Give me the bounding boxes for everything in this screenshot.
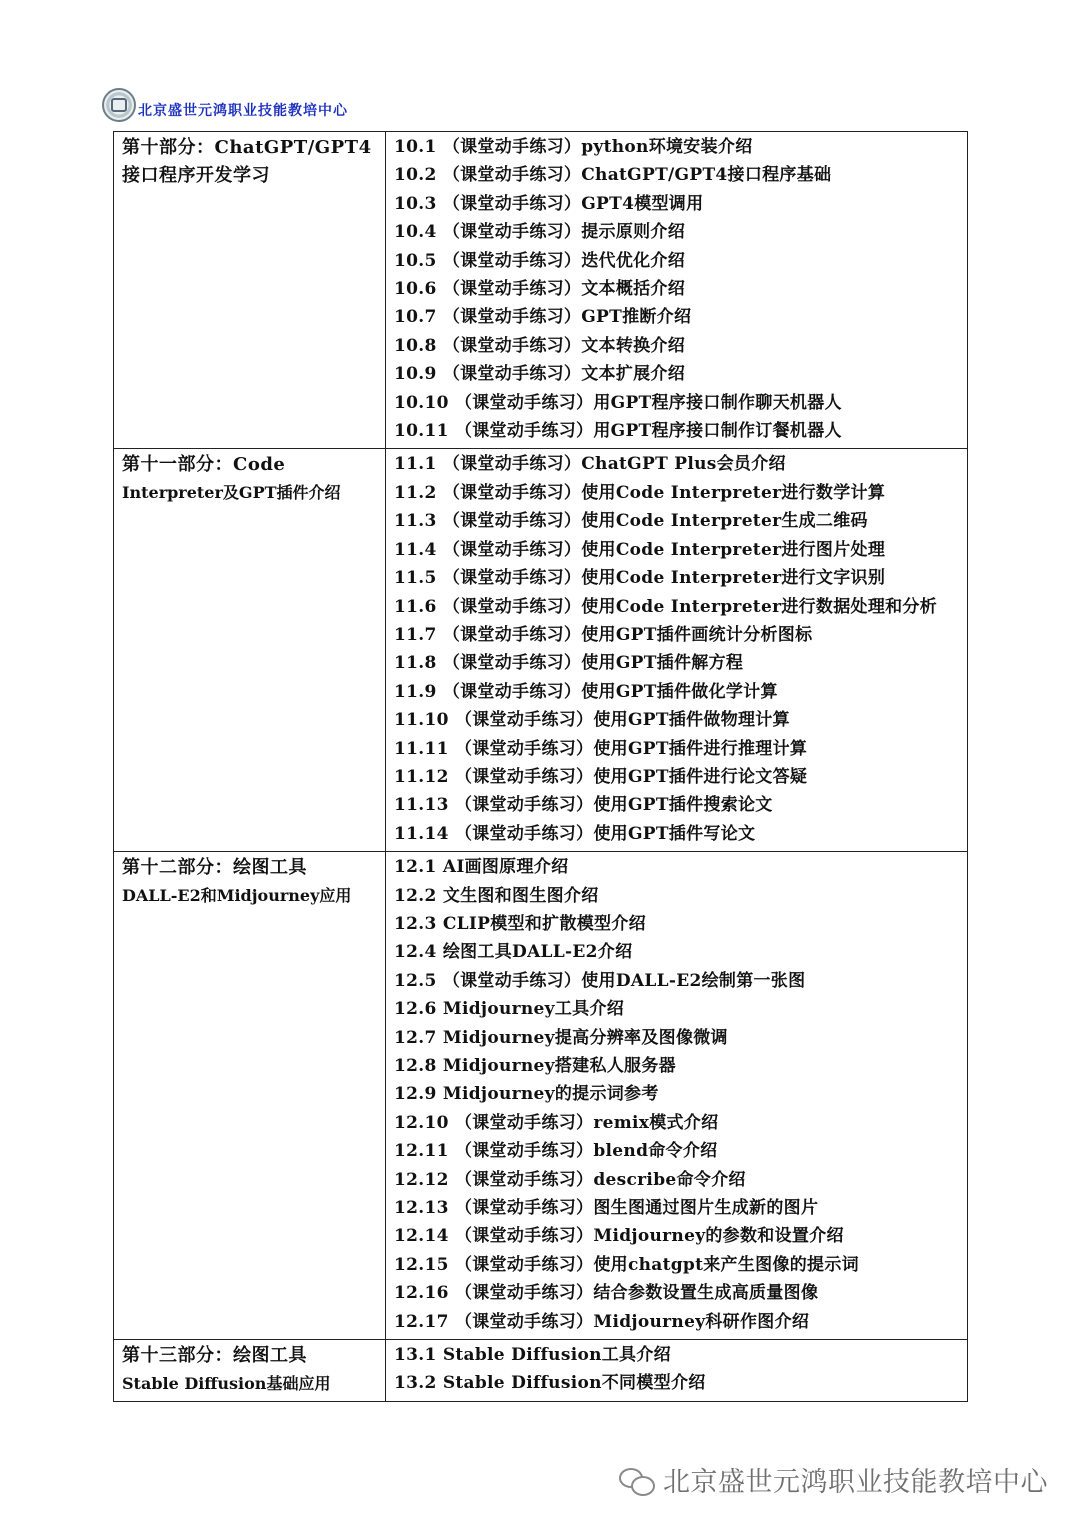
organization-seal-icon	[102, 88, 136, 122]
lesson-item: 10.11 （课堂动手练习）用GPT程序接口制作订餐机器人	[394, 421, 842, 442]
wechat-icon	[617, 1464, 657, 1496]
lesson-item: 10.2 （课堂动手练习）ChatGPT/GPT4接口程序基础	[394, 165, 832, 186]
lesson-item: 12.3 CLIP模型和扩散模型介绍	[394, 913, 646, 934]
section-row	[114, 1340, 968, 1402]
lesson-item: 11.4 （课堂动手练习）使用Code Interpreter进行图片处理	[394, 539, 886, 560]
lesson-item: 10.5 （课堂动手练习）迭代优化介绍	[394, 250, 686, 271]
lesson-item: 11.12 （课堂动手练习）使用GPT插件进行论文答疑	[394, 766, 808, 787]
section-title-cell	[114, 449, 386, 852]
section-title: 第十二部分：绘图工具	[122, 857, 307, 879]
lesson-item: 11.11 （课堂动手练习）使用GPT插件进行推理计算	[394, 738, 808, 759]
section-title-cell	[114, 852, 386, 1340]
lesson-item: 10.3 （课堂动手练习）GPT4模型调用	[394, 193, 704, 214]
lesson-item: 12.2 文生图和图生图介绍	[394, 885, 599, 906]
lesson-item: 11.2 （课堂动手练习）使用Code Interpreter进行数学计算	[394, 482, 886, 503]
section-row	[114, 449, 968, 852]
lesson-item: 12.14 （课堂动手练习）Midjourney的参数和设置介绍	[394, 1226, 844, 1247]
section-items-cell	[386, 132, 968, 449]
lesson-item: 12.10 （课堂动手练习）remix模式介绍	[394, 1112, 719, 1133]
lesson-item: 11.8 （课堂动手练习）使用GPT插件解方程	[394, 653, 744, 674]
section-items-cell	[386, 1340, 968, 1402]
lesson-item: 10.6 （课堂动手练习）文本概括介绍	[394, 279, 686, 300]
lesson-item: 12.13 （课堂动手练习）图生图通过图片生成新的图片	[394, 1198, 819, 1219]
lesson-item: 10.8 （课堂动手练习）文本转换介绍	[394, 335, 686, 356]
section-title: 第十三部分：绘图工具	[122, 1345, 307, 1367]
section-title-cell	[114, 1340, 386, 1402]
section-row	[114, 132, 968, 449]
lesson-item: 10.10 （课堂动手练习）用GPT程序接口制作聊天机器人	[394, 392, 842, 413]
footer-text: 北京盛世元鸿职业技能教培中心	[663, 1467, 1048, 1498]
lesson-item: 10.9 （课堂动手练习）文本扩展介绍	[394, 364, 686, 385]
lesson-item: 12.6 Midjourney工具介绍	[394, 999, 625, 1020]
lesson-item: 12.5 （课堂动手练习）使用DALL-E2绘制第一张图	[394, 970, 806, 991]
lesson-item: 11.9 （课堂动手练习）使用GPT插件做化学计算	[394, 681, 778, 702]
lesson-item: 10.4 （课堂动手练习）提示原则介绍	[394, 222, 686, 243]
document-header	[102, 82, 348, 122]
lesson-item: 12.1 AI画图原理介绍	[394, 857, 569, 878]
section-subtitle: Stable Diffusion基础应用	[122, 1374, 331, 1394]
lesson-item: 12.9 Midjourney的提示词参考	[394, 1084, 659, 1105]
section-row	[114, 852, 968, 1340]
lesson-item: 13.1 Stable Diffusion工具介绍	[394, 1345, 671, 1366]
lesson-item: 11.10 （课堂动手练习）使用GPT插件做物理计算	[394, 710, 790, 731]
lesson-item: 12.15 （课堂动手练习）使用chatgpt来产生图像的提示词	[394, 1254, 859, 1275]
section-items-cell	[386, 449, 968, 852]
course-outline-table	[113, 131, 968, 1402]
lesson-item: 11.14 （课堂动手练习）使用GPT插件写论文	[394, 823, 756, 844]
lesson-item: 11.1 （课堂动手练习）ChatGPT Plus会员介绍	[394, 454, 786, 475]
lesson-item: 11.7 （课堂动手练习）使用GPT插件画统计分析图标	[394, 624, 813, 645]
section-subtitle: Interpreter及GPT插件介绍	[122, 483, 341, 503]
lesson-item: 12.11 （课堂动手练习）blend命令介绍	[394, 1141, 718, 1162]
lesson-item: 11.13 （课堂动手练习）使用GPT插件搜索论文	[394, 795, 773, 816]
footer-watermark	[617, 1460, 1048, 1499]
lesson-item: 10.7 （课堂动手练习）GPT推断介绍	[394, 307, 692, 328]
lesson-item: 12.12 （课堂动手练习）describe命令介绍	[394, 1169, 746, 1190]
lesson-item: 11.3 （课堂动手练习）使用Code Interpreter生成二维码	[394, 511, 868, 532]
lesson-item: 13.2 Stable Diffusion不同模型介绍	[394, 1373, 706, 1394]
lesson-item: 12.8 Midjourney搭建私人服务器	[394, 1056, 676, 1076]
lesson-item: 11.5 （课堂动手练习）使用Code Interpreter进行文字识别	[394, 568, 886, 589]
lesson-item: 12.16 （课堂动手练习）结合参数设置生成高质量图像	[394, 1283, 819, 1304]
lesson-item: 10.1 （课堂动手练习）python环境安装介绍	[394, 137, 753, 157]
organization-name: 北京盛世元鸿职业技能教培中心	[138, 103, 348, 119]
lesson-item: 11.6 （课堂动手练习）使用Code Interpreter进行数据处理和分析	[394, 596, 938, 617]
section-title: 第十一部分：Code	[122, 454, 286, 476]
lesson-item: 12.7 Midjourney提高分辨率及图像微调	[394, 1027, 728, 1048]
section-items-cell	[386, 852, 968, 1340]
section-title: 第十部分：ChatGPT/GPT4接口程序开发学习	[122, 137, 372, 186]
lesson-item: 12.4 绘图工具DALL-E2介绍	[394, 942, 633, 963]
lesson-item: 12.17 （课堂动手练习）Midjourney科研作图介绍	[394, 1311, 810, 1332]
section-title-cell	[114, 132, 386, 449]
section-subtitle: DALL-E2和Midjourney应用	[122, 886, 352, 906]
